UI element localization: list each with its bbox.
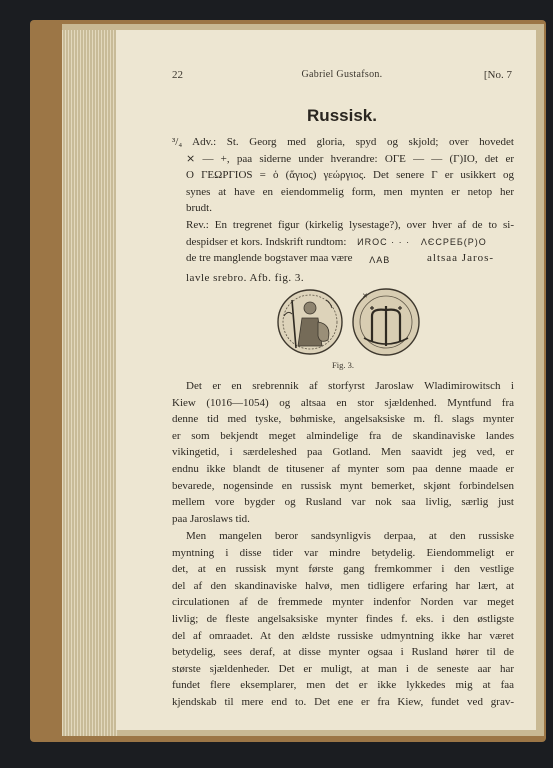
coin-figure: [274, 286, 424, 360]
inscription-intro: despidser et kors. Indskrift rundtom:: [186, 235, 347, 248]
description-line: brudt.: [186, 202, 212, 215]
inscription-left: ИROC · · ·: [357, 236, 411, 247]
line-ending: altsaa Jaros-: [427, 252, 495, 265]
issue-reference: [No. 7: [483, 69, 512, 81]
inscription-right: ΛЄCPEБ(Р)O: [420, 236, 487, 247]
description-line: [172, 234, 514, 251]
description-line: ³/₄ Adv.: St. Georg med gloria, spyd og skjold; over hovedet: [172, 136, 514, 148]
body-line: Det er en srebrennik af storfyrst Jaroslaw Wladimirowitsch i: [186, 380, 514, 392]
missing-letters-intro: de tre manglende bogstaver maa være: [186, 252, 353, 265]
body-line: fundet flere eksemplarer, men det er ikke lykkedes mig at faa: [172, 679, 514, 692]
page-edges: [62, 30, 118, 736]
body-line: Kiew (1016—1054) og altsaa en stor sjældenhed. Myntfund fra: [172, 396, 514, 409]
body-line: circulationen af de fremmede mynter indenfor Norden var meget: [172, 596, 514, 609]
running-head: [172, 69, 512, 83]
body-line: er som bekjendt meget almindelige fra de skandinaviske landes: [172, 429, 514, 442]
coin-obverse: [278, 290, 342, 354]
body-line: myntning i disse tider var mindre betydelig. Eiendommeligt er: [172, 546, 514, 559]
description-line: synes at have en eiendommelig form, men mynten er netop her: [186, 185, 514, 198]
running-title: Gabriel Gustafson.: [301, 69, 383, 80]
coin-description: [172, 134, 514, 287]
figure-caption: Fig. 3.: [332, 360, 354, 370]
body-paragraph-1: [172, 378, 514, 527]
description-line: O ΓEΩΡΓIOS = ὁ (ἅγιος) γεώργιος. Det senere Γ er usikkert og: [186, 169, 514, 182]
body-line: paa Jaroslaws tid.: [172, 512, 250, 525]
description-line: Rev.: En tregrenet figur (kirkelig lysestage?), over hver af de to si-: [186, 218, 514, 231]
body-line: mellem vore bygder og Rusland var nok saa livlig, særlig just: [172, 496, 514, 509]
body-line: del af den skandinaviske halvø, men tidligere erfaring har lært, at: [172, 579, 514, 592]
body-line: vikingetid, i særdeleshed paa Gotland. Men saavidt jeg ved, er: [172, 446, 514, 459]
description-line: lavle srebro. Afb. fig. 3.: [186, 272, 305, 285]
coin-reverse: [353, 289, 419, 355]
description-line: ⨯ — +, paa siderne under hverandre: OΓE — — (Γ)IO, det er: [186, 152, 514, 165]
body-paragraph-2: [172, 528, 514, 711]
body-line: livlig; de fleste angelsaksiske mynter findes f. eks. i den østligste: [172, 612, 514, 625]
page-number: 22: [172, 69, 183, 81]
body-line: største sjældenheder. Det er muligt, at man i de seneste aar har: [172, 662, 514, 675]
body-line: Men mangelen beror sandsynligvis derpaa, at den russiske: [186, 530, 514, 542]
description-line: [172, 250, 514, 270]
svg-text:✕: ✕: [362, 293, 368, 300]
missing-letters: ΛΑΒ: [369, 255, 391, 266]
body-line: denne tid med tyske, bøhmiske, angelsaksiske m. fl. slags mynter: [172, 413, 514, 426]
section-title: Russisk.: [307, 106, 377, 125]
body-line: del af omraadet. At den ældste russiske udmyntning ikke har været: [172, 629, 514, 642]
body-line: bevarede, nogensinde en russisk mynt bemerket, skjønt forbindelsen: [172, 479, 514, 492]
body-line: det, at en russisk mynt første gang fremkommer i den vestlige: [172, 563, 514, 576]
body-line: kjendskab til mere end to. Det ene er fra Kiew, fundet ved grav-: [172, 695, 514, 708]
body-line: endnu ikke blandt de titusener af mynter som paa denne maade er: [172, 462, 514, 475]
body-line: betydelig, sees deraf, at disse mynter ogsaa i Rusland hører til de: [172, 646, 514, 659]
